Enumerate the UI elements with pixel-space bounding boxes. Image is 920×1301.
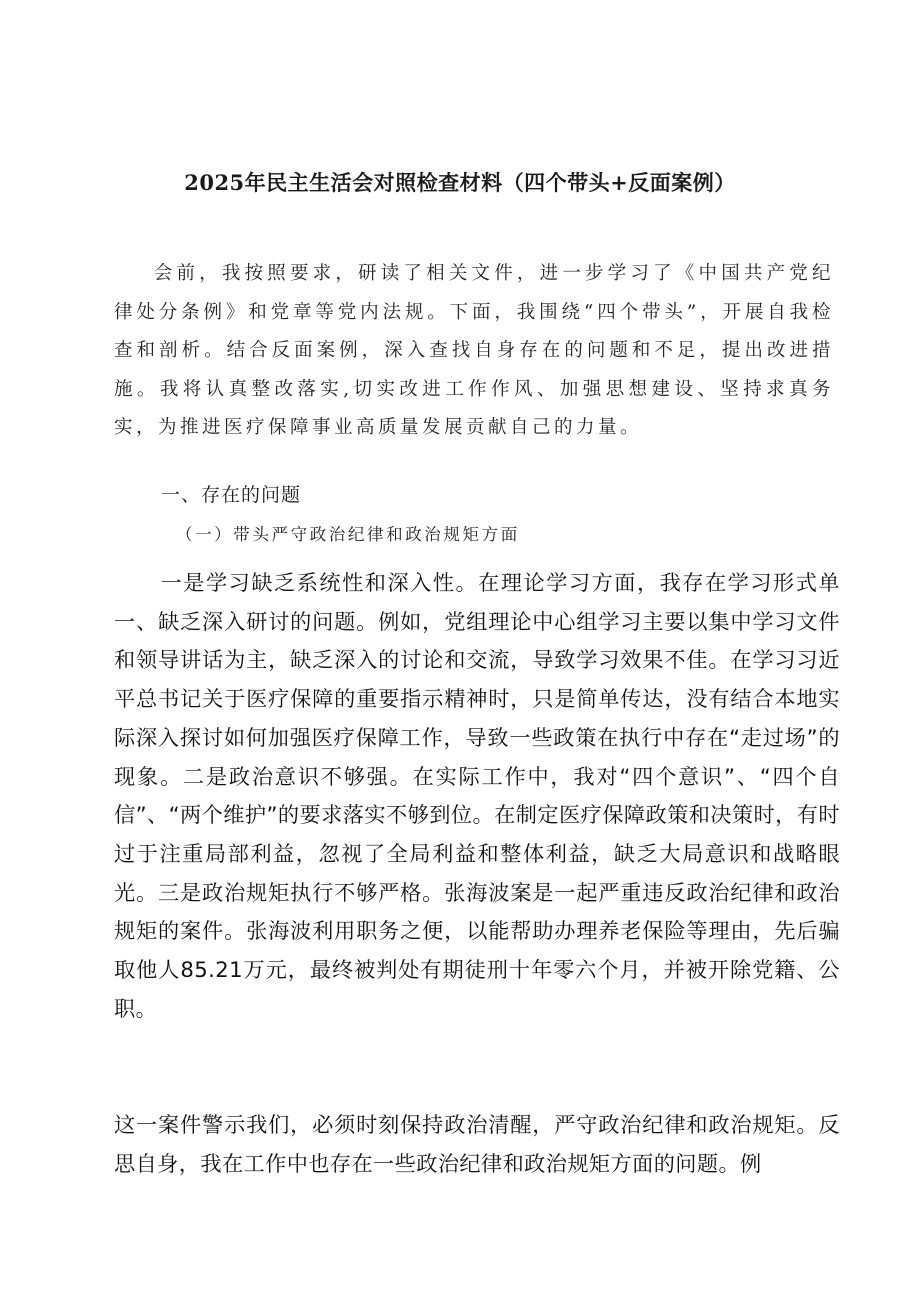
document-title: 2025年民主生活会对照检查材料（四个带头+反面案例） <box>184 170 736 195</box>
intro-paragraph: 会前，我按照要求，研读了相关文件，进一步学习了《中国共产党纪律处分条例》和党章等党内法规。下面，我围绕“四个带头”，开展自我检查和剖析。结合反面案例，深入查找自身存在的问题和不足，提出改进措施。我将认真整改落实,切实改进工作作风、加强思想建设、坚持求真务实，为推进医疗保障事业高质量发展贡献自己的力量。 <box>114 263 834 438</box>
subsection-heading-political-discipline: （一）带头严守政治纪律和政治规矩方面 <box>176 525 520 544</box>
body-paragraph-2: 这一案件警示我们，必须时刻保持政治清醒，严守政治纪律和政治规矩。反思自身，我在工作中也存在一些政治纪律和政治规矩方面的问题。例 <box>114 1112 840 1176</box>
body-paragraph-1: 一是学习缺乏系统性和深入性。在理论学习方面，我存在学习形式单一、缺乏深入研讨的问题。例如，党组理论中心组学习主要以集中学习文件和领导讲话为主，缺乏深入的讨论和交流，导致学习效果不佳。在学习习近平总书记关于医疗保障的重要指示精神时，只是简单传达，没有结合本地实际深入探讨如何加强医疗保障工作，导致一些政策在执行中存在“走过场”的现象。二是政治意识不够强。在实际工作中，我对“四个意识”、“四个自信”、“两个维护”的要求落实不够到位。在制定医疗保障政策和决策时，有时过于注重局部利益，忽视了全局利益和整体利益，缺乏大局意识和战略眼光。三是政治规矩执行不够严格。张海波案是一起严重违反政治纪律和政治规矩的案件。张海波利用职务之便，以能帮助办理养老保险等理由，先后骗取他人85.21万元，最终被判处有期徒刑十年零六个月，并被开除党籍、公职。 <box>114 570 840 1021</box>
section-heading-problems: 一、存在的问题 <box>161 484 302 506</box>
